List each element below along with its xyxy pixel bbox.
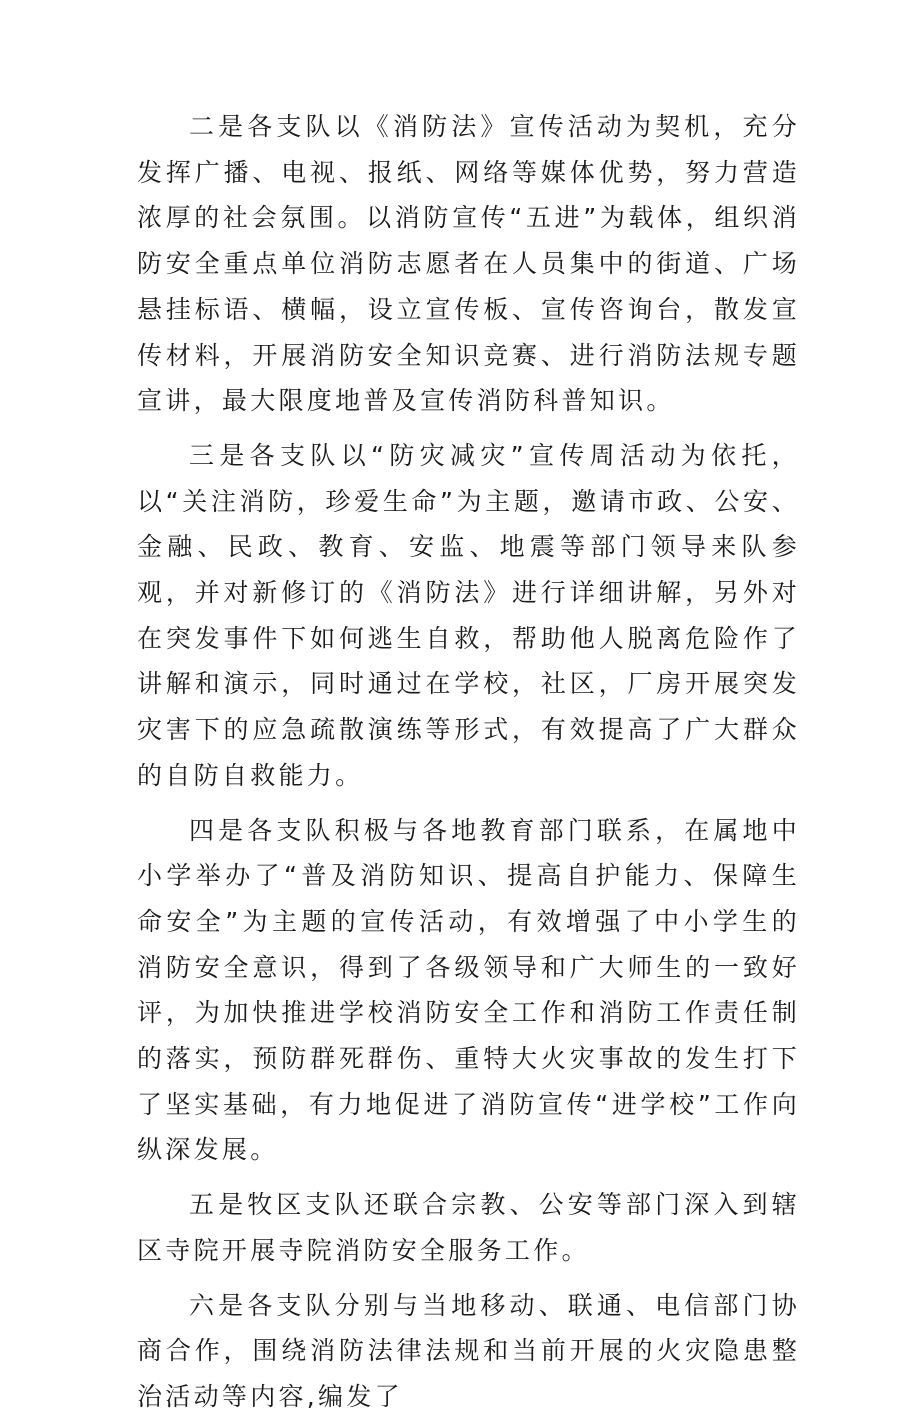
paragraph-6: 六是各支队分别与当地移动、联通、电信部门协商合作，围绕消防法律法规和当前开展的火灾隐患整治活动等内容,编发了 [137,1290,800,1411]
paragraph-5: 五是牧区支队还联合宗教、公安等部门深入到辖区寺院开展寺院消防安全服务工作。 [137,1190,800,1265]
paragraph-2: 二是各支队以《消防法》宣传活动为契机，充分发挥广播、电视、报纸、网络等媒体优势，努力营造浓厚的社会氛围。以消防宣传“五进”为载体，组织消防安全重点单位消防志愿者在人员集中的街道、广场悬挂标语、横幅，设立宣传板、宣传咨询台，散发宣传材料，开展消防安全知识竞赛、进行消防法规专题宣讲，最大限度地普及宣传消防科普知识。 [137,112,800,416]
paragraph-4: 四是各支队积极与各地教育部门联系，在属地中小学举办了“普及消防知识、提高自护能力、保障生命安全”为主题的宣传活动，有效增强了中小学生的消防安全意识，得到了各级领导和广大师生的一致好评，为加快推进学校消防安全工作和消防工作责任制的落实，预防群死群伤、重特大火灾事故的发生打下了坚实基础，有力地促进了消防宣传“进学校”工作向纵深发展。 [137,815,800,1165]
paragraph-3: 三是各支队以“防灾减灾”宣传周活动为依托，以“关注消防，珍爱生命”为主题，邀请市政、公安、金融、民政、教育、安监、地震等部门领导来队参观，并对新修订的《消防法》进行详细讲解，另外对在突发事件下如何逃生自救，帮助他人脱离危险作了讲解和演示，同时通过在学校，社区，厂房开展突发灾害下的应急疏散演练等形式，有效提高了广大群众的自防自救能力。 [137,440,800,790]
